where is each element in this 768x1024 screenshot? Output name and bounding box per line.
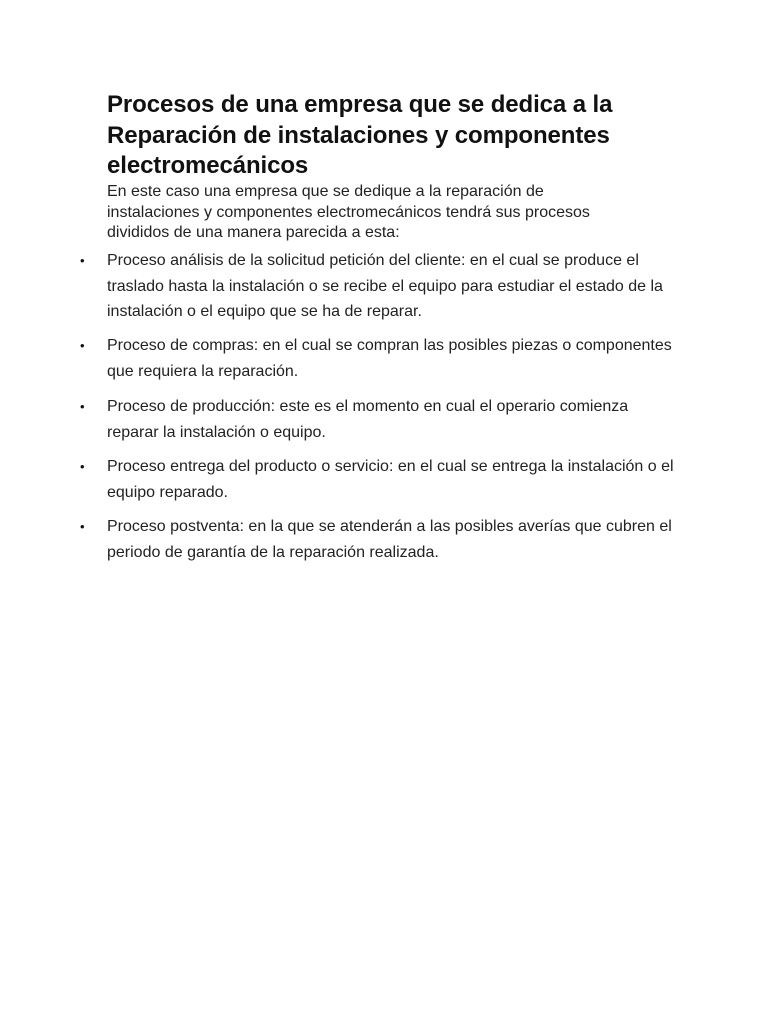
bullet-icon: •	[80, 399, 85, 414]
list-item-text: Proceso de producción: este es el momento en cual el operario comienza reparar la instalación o equipo.	[107, 398, 629, 441]
bullet-icon: •	[80, 459, 85, 474]
list-item-text: Proceso de compras: en el cual se compran las posibles piezas o componentes que requiera la reparación.	[107, 337, 672, 380]
list-item-text: Proceso entrega del producto o servicio: en el cual se entrega la instalación o el equipo reparado.	[107, 458, 674, 501]
list-item	[80, 514, 680, 566]
list-item-text: Proceso análisis de la solicitud petición del cliente: en el cual se produce el traslado hasta la instalación o se recibe el equipo para estudiar el estado de la instalación o el equipo que se ha de reparar.	[107, 252, 663, 320]
process-list	[80, 248, 680, 566]
list-item	[80, 454, 680, 514]
list-item-text: Proceso postventa: en la que se atenderán a las posibles averías que cubren el periodo de garantía de la reparación realizada.	[107, 518, 672, 561]
bullet-icon: •	[80, 338, 85, 353]
document-title: Procesos de una empresa que se dedica a la Reparación de instalaciones y componentes electromecánicos	[107, 91, 613, 179]
intro-paragraph: En este caso una empresa que se dedique a la reparación de instalaciones y componentes electromecánicos tendrá sus procesos divididos de una manera parecida a esta:	[107, 183, 590, 241]
list-item	[80, 248, 680, 333]
list-item	[80, 333, 680, 394]
bullet-icon: •	[80, 519, 85, 534]
list-item	[80, 394, 680, 454]
bullet-icon: •	[80, 253, 85, 268]
